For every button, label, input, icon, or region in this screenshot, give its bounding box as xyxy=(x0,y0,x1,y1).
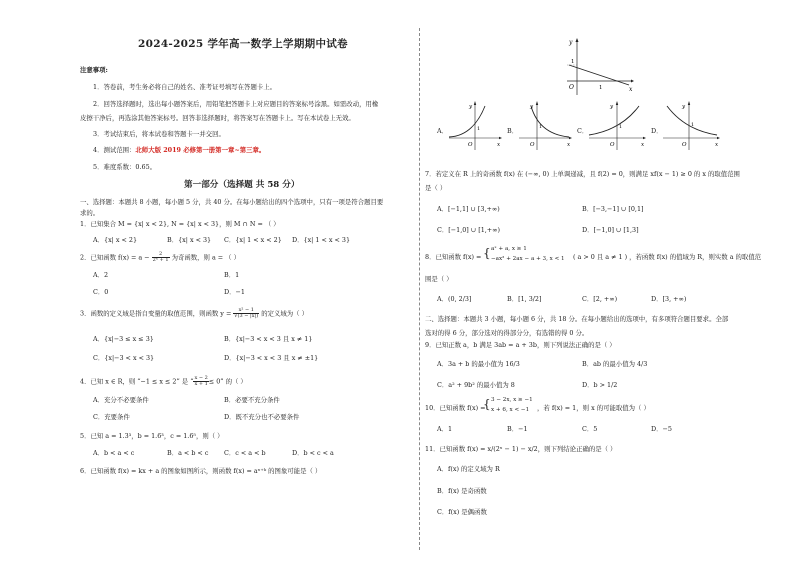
note-4 xyxy=(93,146,265,154)
q6-a-origin: O xyxy=(468,142,473,148)
q6-b-origin: O xyxy=(530,142,535,148)
right-column xyxy=(425,0,765,562)
q3-frac-num: x² − 1 xyxy=(233,308,259,314)
note-2a: 2．回答选择题时，选出每小题答案后，用铅笔把答题卡上对应题目的答案标号涂黑。如需改动，用橡 xyxy=(93,100,379,108)
q3-option-c: C．{x|−3 < x < 3} xyxy=(93,354,155,362)
q2-option-b: B．1 xyxy=(224,271,240,279)
q7-option-c: C．[−1,0] ∪ [1,+∞) xyxy=(437,226,500,234)
q4-option-b: B．必要不充分条件 xyxy=(224,396,280,404)
note-2b: 皮擦干净后，再选涂其他答案标号。回答非选择题时，将答案写在答题卡上。写在本试卷上无效。 xyxy=(80,114,355,122)
q3-frac-den: √(3 − |x|) xyxy=(234,313,259,319)
q6-d-x-label: x xyxy=(715,142,719,148)
q8-option-c: C．[2, +∞) xyxy=(582,295,618,303)
q6-graph-d xyxy=(661,100,721,152)
q10-case-2: x + 6, x < −1 xyxy=(491,407,530,413)
q6-d-origin: O xyxy=(682,142,687,148)
q8-stem-b: ( a > 0 且 a ≠ 1 ) ，若函数 f(x) 的值域为 R，则实数 a 的取值范 xyxy=(573,253,762,261)
q11-stem: 11．已知函数 f(x) = x/(2ˣ − 1) − x/2，则下列结论正确的是（ ） xyxy=(425,445,617,453)
q6-b-y-label: y xyxy=(530,104,534,110)
q10-stem-b: ，若 f(x) = 1，则 x 的可能取值为（ ） xyxy=(537,404,650,412)
q6-c-origin: O xyxy=(610,142,615,148)
q6-ref-y-arrow xyxy=(576,38,579,42)
q9-option-c: C．a² + 9b² 的最小值为 8 xyxy=(437,381,515,389)
left-column xyxy=(80,0,415,562)
q10-stem-a: 10．已知函数 f(x) = xyxy=(425,404,486,412)
q3-stem-b: 的定义域为（ ） xyxy=(261,309,308,318)
part2-intro-a: 二、选择题：本题共 3 小题，每小题 6 分，共 18 分。在每小题给出的选项中，有多项符合题目要求。全部 xyxy=(425,315,729,323)
q10-option-a: A．1 xyxy=(437,425,453,433)
q4-option-c: C．充要条件 xyxy=(93,413,130,421)
q4-fraction xyxy=(193,376,208,387)
q6-c-y-label: y xyxy=(610,104,614,110)
q6-a-one: 1 xyxy=(477,126,481,132)
q4-frac-num: x − 2 xyxy=(194,375,208,381)
q6-stem: 6．已知函数 f(x) = kx + a 的图象如图所示，则函数 f(x) = aˣ⁺ᵏ 的图象可能是（ ） xyxy=(80,467,322,475)
page-title: 2024-2025 学年高一数学上学期期中试卷 xyxy=(138,38,348,50)
q8-case-1: aˣ + a, x ≥ 1 xyxy=(491,246,527,252)
q1-stem: 1．已知集合 M = {x| x < 2}, N = {x| x < 3}，则 M ∩ N = （ ） xyxy=(80,220,280,228)
q2-frac-den: 2ˣ + 1 xyxy=(152,257,169,263)
q6-option-a: A． xyxy=(437,127,449,135)
q6-ref-origin: O xyxy=(569,84,574,91)
q3-option-d: D．{x|−3 < x < 3 且 x ≠ ±1} xyxy=(224,354,319,362)
q4-stem xyxy=(80,376,247,387)
q1-option-a: A．{x| x < 2} xyxy=(93,236,138,244)
q6-ref-x-arrow xyxy=(631,80,634,83)
note-3: 3．考试结束后，将本试卷和答题卡一并交回。 xyxy=(93,130,225,138)
q9-option-d: D．b > 1/2 xyxy=(582,381,618,389)
q3-option-a: A．{x|−3 ≤ x ≤ 3} xyxy=(93,335,154,343)
q2-option-c: C．0 xyxy=(93,288,109,296)
q10-option-d: D．−5 xyxy=(651,425,672,433)
q6-reference-graph xyxy=(563,35,635,97)
q1-option-c: C．{x| 1 < x < 2} xyxy=(224,236,282,244)
q5-option-c: C．c < a < b xyxy=(224,449,266,457)
q6-ref-x-label: x xyxy=(629,86,633,93)
q8-option-a: A．(0, 2/3] xyxy=(437,295,472,303)
q1-option-d: D．{x| 1 < x < 3} xyxy=(292,236,351,244)
q6-d-y-label: y xyxy=(682,104,686,110)
q3-option-b: B．{x|−3 < x < 3 且 x ≠ 1} xyxy=(224,335,313,343)
q5-option-d: D．b < c < a xyxy=(292,449,334,457)
q9-option-b: B．ab 的最小值为 4/3 xyxy=(582,360,648,368)
q6-graph-b xyxy=(517,100,573,152)
q7-stem-b: 是（ ） xyxy=(425,184,447,192)
q7-option-d: D．[−1,0] ∪ [1,3] xyxy=(582,226,639,234)
q10-brace: { xyxy=(483,397,491,411)
q6-ref-line xyxy=(569,65,629,85)
q7-option-a: A．[−1,1] ∪ [3,+∞) xyxy=(437,205,500,213)
q6-ref-y-one: 1 xyxy=(571,59,575,65)
q10-option-b: B．−1 xyxy=(507,425,528,433)
q3-fraction xyxy=(233,308,259,319)
q5-stem: 5．已知 a = 1.3³，b = 1.6³，c = 1.6⁵，则（ ） xyxy=(80,432,224,440)
q2-fraction xyxy=(152,252,170,263)
note-5: 5．难度系数：0.65。 xyxy=(93,163,157,171)
q3-stem-a: 3．函数的定义域是指自变量的取值范围，则函数 y = xyxy=(80,309,232,318)
q2-option-a: A．2 xyxy=(93,271,109,279)
q2-frac-num: 2 xyxy=(152,252,170,258)
q4-option-d: D．既不充分也不必要条件 xyxy=(224,413,300,421)
q6-option-c: C． xyxy=(577,127,589,135)
q8-option-d: D．[3, +∞) xyxy=(651,295,687,303)
q6-graph-c xyxy=(587,100,647,152)
q4-option-a: A．充分不必要条件 xyxy=(93,396,149,404)
q8-brace: { xyxy=(483,246,491,260)
q7-stem-a: 7．若定义在 R 上的奇函数 f(x) 在 (−∞, 0) 上单调递减，且 f(2) = 0，则满足 xf(x − 1) ≥ 0 的 x 的取值范围 xyxy=(425,170,740,178)
q7-option-b: B．[−3,−1] ∪ [0,1] xyxy=(582,205,644,213)
q6-b-one: 1 xyxy=(539,124,543,130)
q9-stem: 9．已知正数 a，b 满足 3ab = a + 3b，则下列说法正确的是（ ） xyxy=(425,341,616,349)
q2-stem-a: 2．已知函数 f(x) = a − xyxy=(80,253,150,262)
q6-c-x-label: x xyxy=(641,142,645,148)
test-scope: 北师大版 2019 必修第一册第一章~第三章。 xyxy=(135,146,266,154)
q6-b-x-label: x xyxy=(567,142,571,148)
part2-intro-b: 选对的得 6 分，部分选对的得部分分，有选错的得 0 分。 xyxy=(425,329,589,337)
q5-option-b: B．a < b < c xyxy=(167,449,209,457)
q5-option-a: A．b < a < c xyxy=(93,449,135,457)
q4-stem-a: 4．已知 x ∈ R，则 “−1 ≤ x ≤ 2” 是 “ xyxy=(80,377,194,386)
q3-stem xyxy=(80,308,308,319)
q4-frac-den: x + 1 xyxy=(194,381,208,387)
q11-option-c: C．f(x) 是偶函数 xyxy=(437,508,487,516)
q2-stem-b: 为奇函数，则 a = （ ） xyxy=(171,253,240,262)
q9-option-a: A．3a + b 的最小值为 16/3 xyxy=(437,360,520,368)
column-divider xyxy=(419,28,420,550)
q6-ref-y-label: y xyxy=(569,39,573,46)
q8-stem-a: 8．已知函数 f(x) = xyxy=(425,253,482,261)
q6-graph-a xyxy=(447,100,503,152)
q6-c-one: 1 xyxy=(619,124,623,130)
q6-a-y-label: y xyxy=(469,104,473,110)
part1-intro-b: 求的。 xyxy=(80,209,100,217)
q8-case-2: −ax² + 2ax − a + 3, x < 1 xyxy=(491,256,565,262)
q4-stem-b: ≤ 0” 的（ ） xyxy=(208,377,247,386)
note-1: 1．答卷前，考生务必将自己的姓名、准考证号填写在答题卡上。 xyxy=(93,83,277,91)
q6-ref-x-one: 1 xyxy=(599,85,603,91)
q10-case-1: 3 − 2x, x ≥ −1 xyxy=(491,397,533,403)
q1-option-b: B．{x| x < 3} xyxy=(167,236,212,244)
q6-d-one: 1 xyxy=(691,122,695,128)
q6-option-b: B． xyxy=(507,127,519,135)
q8-stem-c: 围是（ ） xyxy=(425,275,453,283)
q11-option-a: A．f(x) 的定义域为 R xyxy=(437,465,500,473)
q8-option-b: B．[1, 3/2] xyxy=(507,295,542,303)
part1-heading: 第一部分（选择题 共 58 分） xyxy=(184,180,300,190)
q2-option-d: D．−1 xyxy=(224,288,245,296)
q10-option-c: C．5 xyxy=(582,425,598,433)
q6-option-d: D． xyxy=(651,127,663,135)
part1-intro-a: 一、选择题：本题共 8 小题，每小题 5 分，共 40 分。在每小题给出的四个选项中，只有一项是符合题目要 xyxy=(80,198,384,206)
q2-stem xyxy=(80,252,240,263)
notes-heading: 注意事项: xyxy=(80,66,108,74)
q11-option-b: B．f(x) 是奇函数 xyxy=(437,487,487,495)
note-4-prefix: 4．测试范围： xyxy=(93,146,136,154)
q6-a-x-label: x xyxy=(497,142,501,148)
